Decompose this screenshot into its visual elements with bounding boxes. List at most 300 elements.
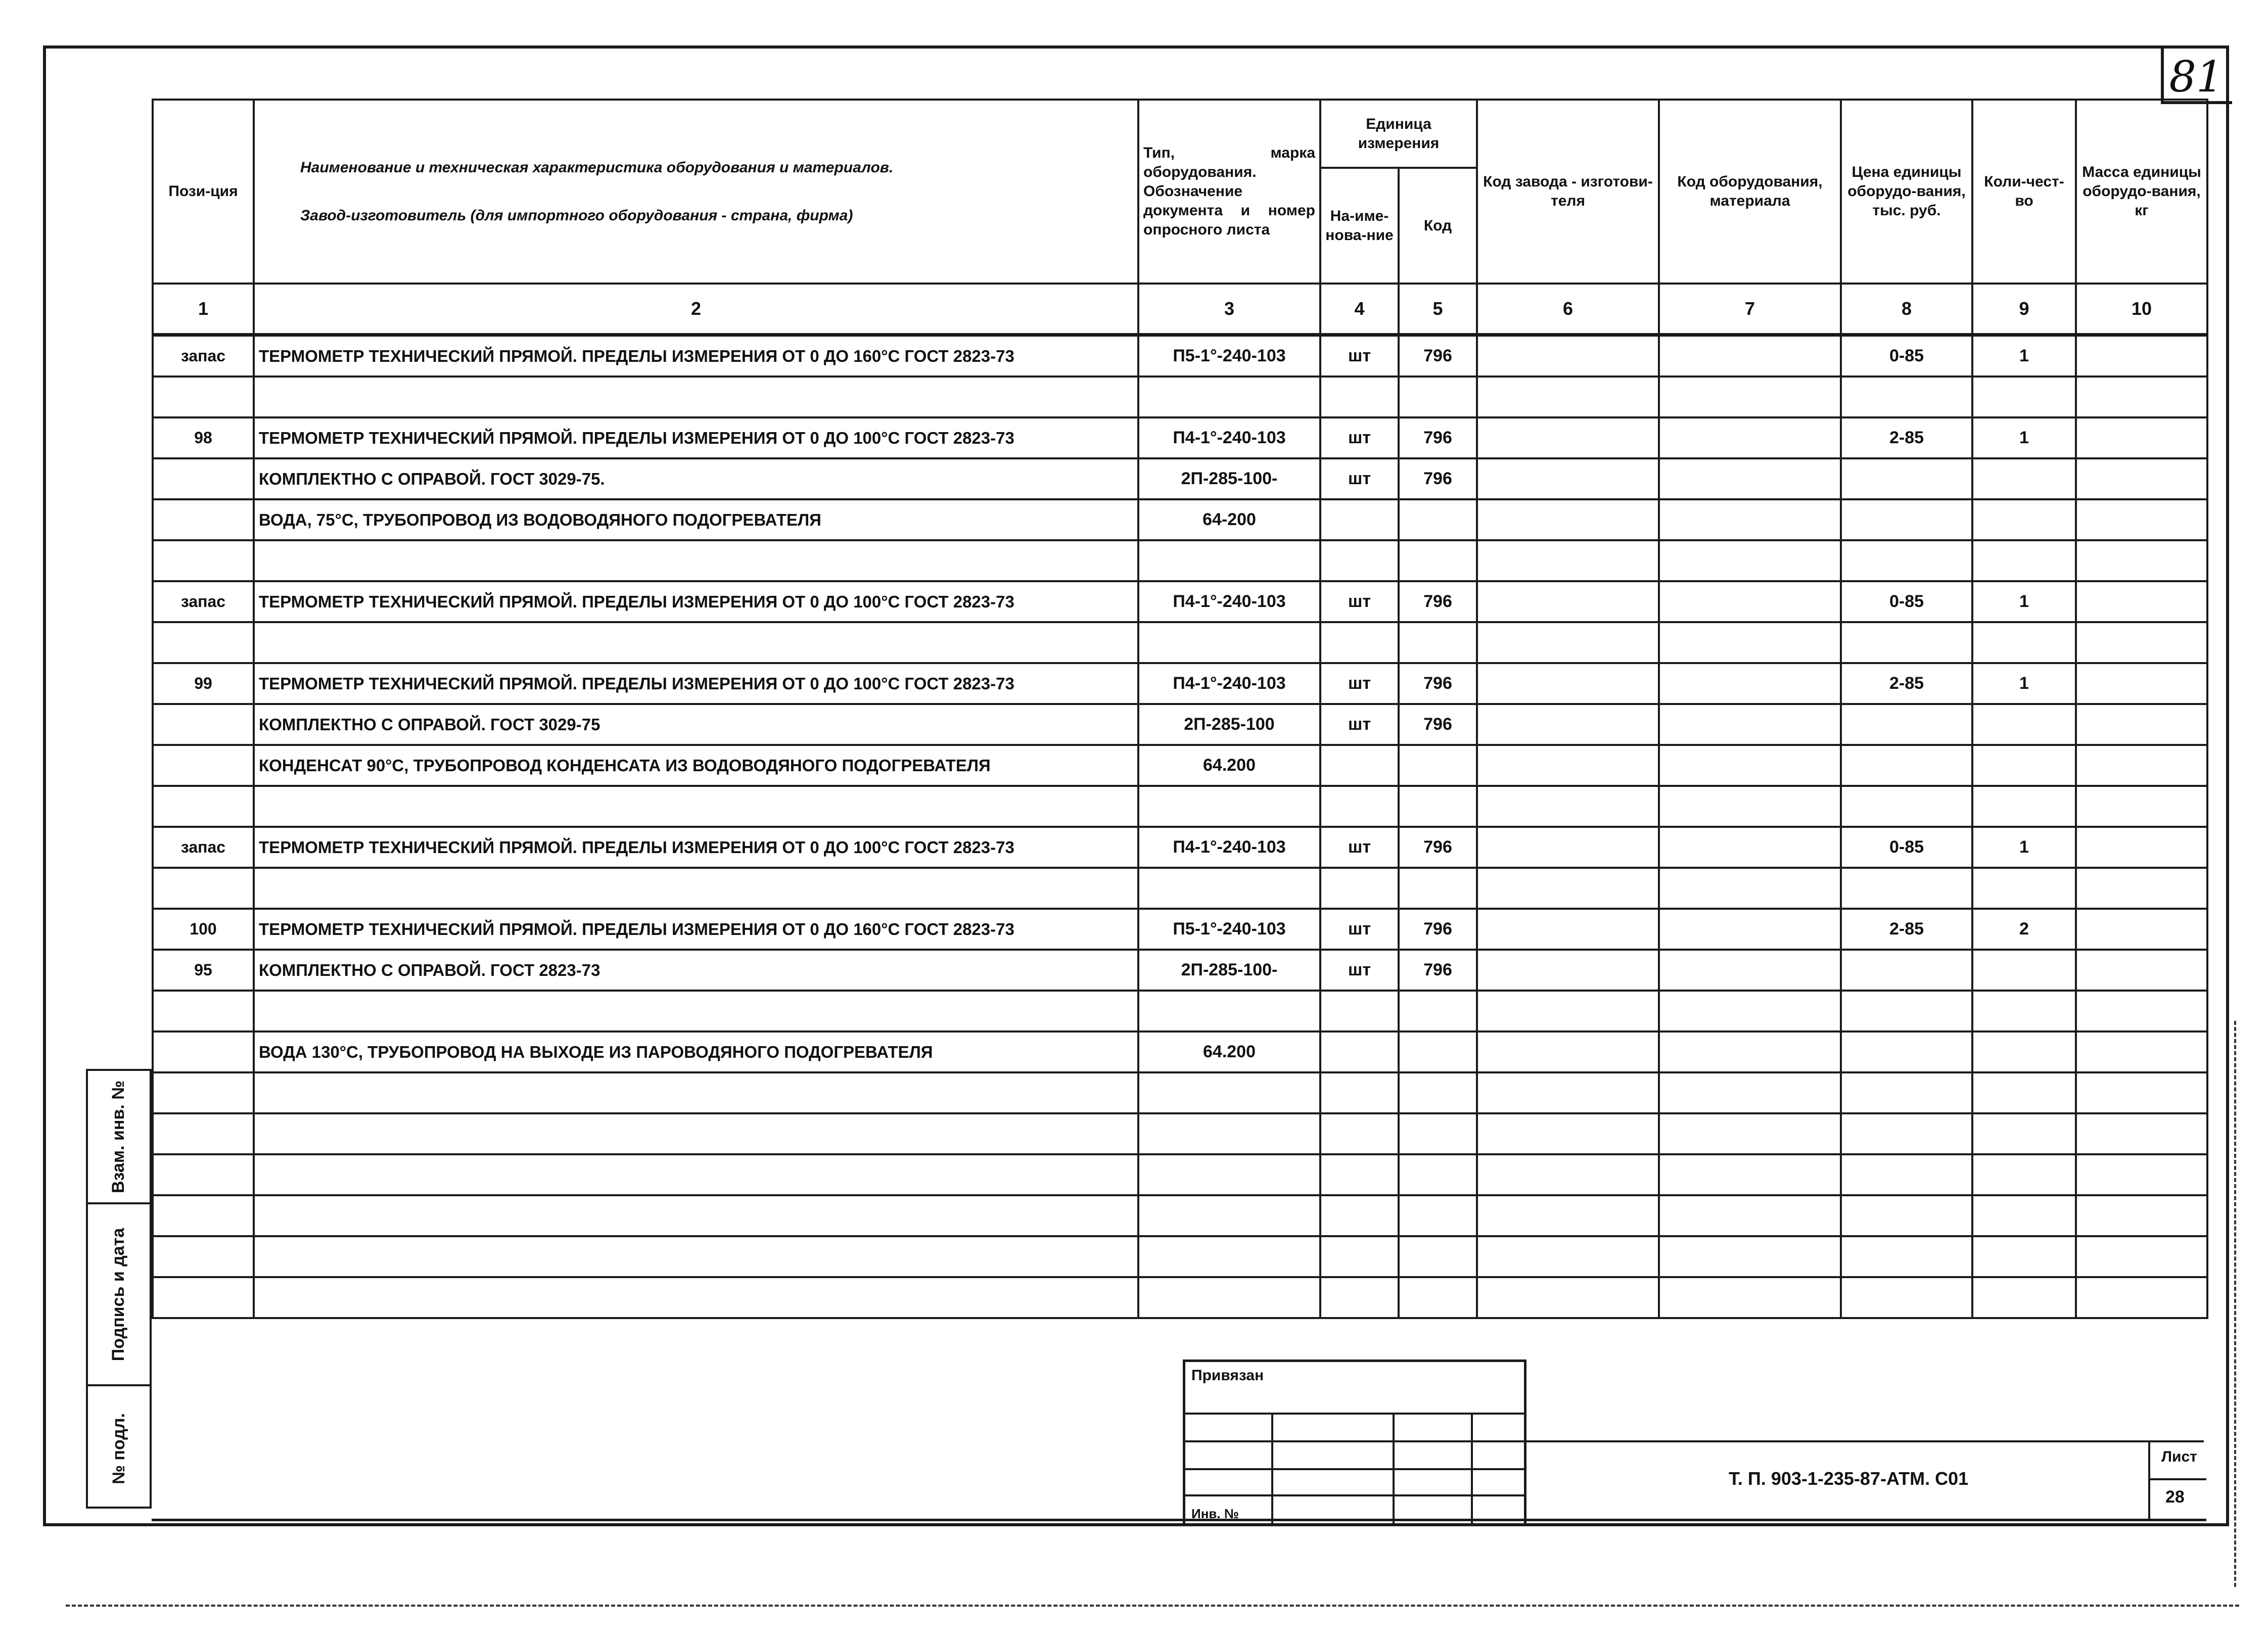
cell-name xyxy=(254,1154,1138,1195)
cell-name: КОМПЛЕКТНО С ОПРАВОЙ. ГОСТ 3029-75. xyxy=(254,458,1138,499)
cell-type xyxy=(1138,1113,1320,1154)
cell-quantity: 1 xyxy=(1972,827,2076,868)
cell-mass xyxy=(2076,663,2207,704)
left-binding-sidebar xyxy=(86,1069,152,1509)
cell-type: 2П-285-100 xyxy=(1138,704,1320,745)
cell-equipment-code xyxy=(1659,581,1841,622)
cell-maker-code xyxy=(1477,1195,1659,1236)
table-row xyxy=(153,1031,2207,1072)
cell-equipment-code xyxy=(1659,663,1841,704)
table-body xyxy=(153,335,2207,1319)
table-row xyxy=(153,1277,2207,1318)
cell-equipment-code xyxy=(1659,1154,1841,1195)
cell-unit-code xyxy=(1399,1195,1477,1236)
sidebar-field-replacement xyxy=(88,1071,150,1202)
column-number: 2 xyxy=(254,284,1138,335)
stamp-line xyxy=(1185,1440,1524,1442)
sidebar-field-original xyxy=(88,1384,150,1511)
cell-name: ТЕРМОМЕТР ТЕХНИЧЕСКИЙ ПРЯМОЙ. ПРЕДЕЛЫ ИЗМЕРЕНИЯ ОТ 0 ДО 100°С ГОСТ 2823-73 xyxy=(254,417,1138,458)
stamp-bottom-label: Инв. № xyxy=(1191,1506,1239,1521)
cell-price xyxy=(1841,991,1972,1031)
cell-price xyxy=(1841,745,1972,786)
cell-mass xyxy=(2076,1195,2207,1236)
cell-mass xyxy=(2076,377,2207,417)
cell-name: ТЕРМОМЕТР ТЕХНИЧЕСКИЙ ПРЯМОЙ. ПРЕДЕЛЫ ИЗМЕРЕНИЯ ОТ 0 ДО 100°С ГОСТ 2823-73 xyxy=(254,663,1138,704)
cell-unit: шт xyxy=(1320,663,1399,704)
cell-quantity xyxy=(1972,377,2076,417)
cell-price xyxy=(1841,1154,1972,1195)
cell-mass xyxy=(2076,1113,2207,1154)
table-row xyxy=(153,622,2207,663)
cell-unit xyxy=(1320,1072,1399,1113)
header-quantity: Коли-чест-во xyxy=(1972,100,2076,284)
column-number: 8 xyxy=(1841,284,1972,335)
cell-name xyxy=(254,1113,1138,1154)
cell-equipment-code xyxy=(1659,499,1841,540)
cell-name xyxy=(254,786,1138,827)
cell-name: ТЕРМОМЕТР ТЕХНИЧЕСКИЙ ПРЯМОЙ. ПРЕДЕЛЫ ИЗМЕРЕНИЯ ОТ 0 ДО 100°С ГОСТ 2823-73 xyxy=(254,827,1138,868)
cell-quantity xyxy=(1972,1031,2076,1072)
column-numbers-row xyxy=(153,284,2207,335)
sheet-number: 28 xyxy=(2165,1487,2185,1507)
cell-position: 98 xyxy=(153,417,254,458)
cell-maker-code xyxy=(1477,1154,1659,1195)
scan-edge-line xyxy=(2234,1021,2236,1587)
cell-equipment-code xyxy=(1659,417,1841,458)
column-number: 4 xyxy=(1320,284,1399,335)
cell-unit-code xyxy=(1399,1277,1477,1318)
cell-name: ВОДА 130°С, ТРУБОПРОВОД НА ВЫХОДЕ ИЗ ПАРОВОДЯНОГО ПОДОГРЕВАТЕЛЯ xyxy=(254,1031,1138,1072)
cell-name: ТЕРМОМЕТР ТЕХНИЧЕСКИЙ ПРЯМОЙ. ПРЕДЕЛЫ ИЗМЕРЕНИЯ ОТ 0 ДО 100°С ГОСТ 2823-73 xyxy=(254,581,1138,622)
sheet-box xyxy=(2148,1440,2206,1521)
cell-type xyxy=(1138,1195,1320,1236)
cell-name xyxy=(254,622,1138,663)
cell-position xyxy=(153,1277,254,1318)
cell-quantity xyxy=(1972,1072,2076,1113)
cell-equipment-code xyxy=(1659,458,1841,499)
cell-position xyxy=(153,458,254,499)
cell-unit-code xyxy=(1399,868,1477,909)
table-row xyxy=(153,704,2207,745)
cell-unit-code xyxy=(1399,377,1477,417)
cell-unit: шт xyxy=(1320,909,1399,950)
cell-unit xyxy=(1320,1031,1399,1072)
cell-maker-code xyxy=(1477,745,1659,786)
cell-position xyxy=(153,540,254,581)
cell-mass xyxy=(2076,1072,2207,1113)
cell-unit: шт xyxy=(1320,950,1399,991)
cell-equipment-code xyxy=(1659,1072,1841,1113)
table-row xyxy=(153,1154,2207,1195)
cell-name: ВОДА, 75°С, ТРУБОПРОВОД ИЗ ВОДОВОДЯНОГО ПОДОГРЕВАТЕЛЯ xyxy=(254,499,1138,540)
column-number: 1 xyxy=(153,284,254,335)
stamp-line xyxy=(1185,1494,1524,1496)
cell-quantity: 1 xyxy=(1972,417,2076,458)
cell-quantity xyxy=(1972,1277,2076,1318)
cell-name xyxy=(254,1072,1138,1113)
cell-quantity xyxy=(1972,1154,2076,1195)
cell-maker-code xyxy=(1477,622,1659,663)
cell-mass xyxy=(2076,581,2207,622)
cell-unit-code xyxy=(1399,1236,1477,1277)
header-maker-code: Код завода - изготови-теля xyxy=(1477,100,1659,284)
cell-position xyxy=(153,499,254,540)
cell-type xyxy=(1138,991,1320,1031)
handwritten-sheet-number: 81 xyxy=(2169,52,2224,102)
cell-price xyxy=(1841,1072,1972,1113)
cell-maker-code xyxy=(1477,1277,1659,1318)
cell-unit xyxy=(1320,499,1399,540)
table-row xyxy=(153,1113,2207,1154)
table-row xyxy=(153,499,2207,540)
cell-mass xyxy=(2076,622,2207,663)
cell-type: 2П-285-100- xyxy=(1138,950,1320,991)
cell-unit: шт xyxy=(1320,704,1399,745)
cell-unit: шт xyxy=(1320,581,1399,622)
table-row xyxy=(153,827,2207,868)
cell-type: П4-1°-240-103 xyxy=(1138,663,1320,704)
cell-price xyxy=(1841,1113,1972,1154)
cell-type: П4-1°-240-103 xyxy=(1138,581,1320,622)
cell-mass xyxy=(2076,909,2207,950)
cell-name xyxy=(254,868,1138,909)
cell-type: П5-1°-240-103 xyxy=(1138,335,1320,377)
cell-type xyxy=(1138,1277,1320,1318)
cell-equipment-code xyxy=(1659,1236,1841,1277)
sheet-separator xyxy=(2150,1478,2206,1480)
cell-unit xyxy=(1320,1113,1399,1154)
cell-mass xyxy=(2076,417,2207,458)
cell-maker-code xyxy=(1477,1113,1659,1154)
cell-type: 64.200 xyxy=(1138,1031,1320,1072)
cell-mass xyxy=(2076,745,2207,786)
cell-unit xyxy=(1320,991,1399,1031)
cell-position: 100 xyxy=(153,909,254,950)
approval-stamp xyxy=(1183,1359,1526,1526)
cell-equipment-code xyxy=(1659,950,1841,991)
cell-quantity xyxy=(1972,1113,2076,1154)
table-row xyxy=(153,991,2207,1031)
column-number: 10 xyxy=(2076,284,2207,335)
header-type: Тип, марка оборудования. Обозначение документа и номер опросного листа xyxy=(1138,100,1320,284)
cell-price xyxy=(1841,868,1972,909)
stamp-line xyxy=(1185,1413,1524,1415)
cell-position xyxy=(153,1154,254,1195)
cell-price: 0-85 xyxy=(1841,827,1972,868)
specification-table xyxy=(152,99,2208,1319)
header-unit-group: Единица измерения xyxy=(1320,100,1477,168)
cell-unit xyxy=(1320,1195,1399,1236)
cell-type xyxy=(1138,377,1320,417)
column-number: 3 xyxy=(1138,284,1320,335)
cell-unit-code: 796 xyxy=(1399,663,1477,704)
header-unit-code: Код xyxy=(1399,168,1477,284)
cell-name: ТЕРМОМЕТР ТЕХНИЧЕСКИЙ ПРЯМОЙ. ПРЕДЕЛЫ ИЗМЕРЕНИЯ ОТ 0 ДО 160°С ГОСТ 2823-73 xyxy=(254,909,1138,950)
cell-type xyxy=(1138,868,1320,909)
cell-unit-code: 796 xyxy=(1399,417,1477,458)
cell-unit-code xyxy=(1399,786,1477,827)
cell-price xyxy=(1841,458,1972,499)
cell-mass xyxy=(2076,335,2207,377)
cell-price xyxy=(1841,1195,1972,1236)
cell-price: 0-85 xyxy=(1841,581,1972,622)
cell-price: 2-85 xyxy=(1841,909,1972,950)
cell-unit xyxy=(1320,622,1399,663)
cell-name: КОНДЕНСАТ 90°С, ТРУБОПРОВОД КОНДЕНСАТА ИЗ ВОДОВОДЯНОГО ПОДОГРЕВАТЕЛЯ xyxy=(254,745,1138,786)
table-row xyxy=(153,335,2207,377)
cell-maker-code xyxy=(1477,827,1659,868)
header-equipment-code: Код оборудования, материала xyxy=(1659,100,1841,284)
cell-maker-code xyxy=(1477,499,1659,540)
cell-type xyxy=(1138,1154,1320,1195)
cell-equipment-code xyxy=(1659,1277,1841,1318)
cell-maker-code xyxy=(1477,950,1659,991)
cell-unit-code xyxy=(1399,1113,1477,1154)
stamp-line xyxy=(1393,1413,1395,1524)
cell-price xyxy=(1841,1277,1972,1318)
stamp-label: Привязан xyxy=(1191,1367,1264,1384)
cell-name xyxy=(254,540,1138,581)
cell-unit-code: 796 xyxy=(1399,950,1477,991)
header-price: Цена единицы оборудо-вания, тыс. руб. xyxy=(1841,100,1972,284)
table-row xyxy=(153,786,2207,827)
cell-equipment-code xyxy=(1659,1031,1841,1072)
cell-maker-code xyxy=(1477,1236,1659,1277)
cell-unit xyxy=(1320,868,1399,909)
cell-price xyxy=(1841,499,1972,540)
cell-maker-code xyxy=(1477,868,1659,909)
cell-mass xyxy=(2076,458,2207,499)
cell-name xyxy=(254,1195,1138,1236)
cell-price xyxy=(1841,786,1972,827)
table-row xyxy=(153,417,2207,458)
cell-equipment-code xyxy=(1659,786,1841,827)
cell-unit-code xyxy=(1399,745,1477,786)
cell-mass xyxy=(2076,704,2207,745)
cell-equipment-code xyxy=(1659,540,1841,581)
cell-type: 2П-285-100- xyxy=(1138,458,1320,499)
cell-position xyxy=(153,622,254,663)
cell-mass xyxy=(2076,1277,2207,1318)
cell-unit-code: 796 xyxy=(1399,909,1477,950)
table-row xyxy=(153,909,2207,950)
cell-mass xyxy=(2076,1236,2207,1277)
stamp-line xyxy=(1185,1468,1524,1470)
cell-equipment-code xyxy=(1659,377,1841,417)
cell-unit xyxy=(1320,1277,1399,1318)
cell-price xyxy=(1841,1031,1972,1072)
cell-price: 0-85 xyxy=(1841,335,1972,377)
cell-maker-code xyxy=(1477,458,1659,499)
cell-quantity xyxy=(1972,499,2076,540)
sidebar-field-replacement-label: Взам. инв. № xyxy=(109,1080,128,1193)
stamp-line xyxy=(1271,1413,1273,1524)
cell-position xyxy=(153,1195,254,1236)
sidebar-field-signature-label: Подпись и дата xyxy=(109,1228,128,1361)
cell-unit: шт xyxy=(1320,458,1399,499)
cell-position xyxy=(153,991,254,1031)
cell-type: П5-1°-240-103 xyxy=(1138,909,1320,950)
table-row xyxy=(153,1195,2207,1236)
cell-mass xyxy=(2076,1031,2207,1072)
table-row xyxy=(153,1072,2207,1113)
cell-mass xyxy=(2076,786,2207,827)
cell-position: 99 xyxy=(153,663,254,704)
cell-type: 64.200 xyxy=(1138,745,1320,786)
column-number: 5 xyxy=(1399,284,1477,335)
cell-type xyxy=(1138,1236,1320,1277)
cell-unit-code xyxy=(1399,499,1477,540)
cell-maker-code xyxy=(1477,663,1659,704)
cell-type: 64-200 xyxy=(1138,499,1320,540)
cell-unit: шт xyxy=(1320,827,1399,868)
cell-equipment-code xyxy=(1659,1113,1841,1154)
cell-price: 2-85 xyxy=(1841,417,1972,458)
table-row xyxy=(153,540,2207,581)
cell-position xyxy=(153,1072,254,1113)
cell-price xyxy=(1841,950,1972,991)
cell-quantity xyxy=(1972,540,2076,581)
table-row xyxy=(153,581,2207,622)
cell-position: запас xyxy=(153,827,254,868)
cell-maker-code xyxy=(1477,377,1659,417)
stamp-line xyxy=(1471,1413,1473,1524)
cell-maker-code xyxy=(1477,991,1659,1031)
cell-equipment-code xyxy=(1659,868,1841,909)
cell-quantity xyxy=(1972,1236,2076,1277)
cell-name xyxy=(254,377,1138,417)
cell-unit-code: 796 xyxy=(1399,458,1477,499)
cell-name: КОМПЛЕКТНО С ОПРАВОЙ. ГОСТ 3029-75 xyxy=(254,704,1138,745)
cell-position: 95 xyxy=(153,950,254,991)
cell-unit xyxy=(1320,1154,1399,1195)
cell-position xyxy=(153,1031,254,1072)
cell-position xyxy=(153,745,254,786)
cell-unit xyxy=(1320,377,1399,417)
cell-unit xyxy=(1320,540,1399,581)
sidebar-field-signature xyxy=(88,1202,150,1384)
cell-price xyxy=(1841,622,1972,663)
cell-type xyxy=(1138,540,1320,581)
cell-maker-code xyxy=(1477,786,1659,827)
cell-quantity xyxy=(1972,950,2076,991)
cell-unit-code xyxy=(1399,991,1477,1031)
cell-type xyxy=(1138,786,1320,827)
cell-unit xyxy=(1320,1236,1399,1277)
cell-quantity xyxy=(1972,704,2076,745)
cell-price xyxy=(1841,704,1972,745)
cell-price xyxy=(1841,1236,1972,1277)
cell-unit-code: 796 xyxy=(1399,581,1477,622)
cell-name xyxy=(254,1277,1138,1318)
bottom-border-line xyxy=(152,1519,2206,1521)
table-row xyxy=(153,868,2207,909)
header-mass: Масса единицы оборудо-вания, кг xyxy=(2076,100,2207,284)
cell-mass xyxy=(2076,827,2207,868)
cell-unit-code xyxy=(1399,622,1477,663)
cell-equipment-code xyxy=(1659,909,1841,950)
cell-name: КОМПЛЕКТНО С ОПРАВОЙ. ГОСТ 2823-73 xyxy=(254,950,1138,991)
table-row xyxy=(153,1236,2207,1277)
cell-maker-code xyxy=(1477,1072,1659,1113)
cell-quantity xyxy=(1972,1195,2076,1236)
document-code: Т. П. 903-1-235-87-АТМ. С01 xyxy=(1729,1468,1969,1489)
cell-name: ТЕРМОМЕТР ТЕХНИЧЕСКИЙ ПРЯМОЙ. ПРЕДЕЛЫ ИЗМЕРЕНИЯ ОТ 0 ДО 160°С ГОСТ 2823-73 xyxy=(254,335,1138,377)
title-block-line xyxy=(1526,1440,2204,1442)
cell-quantity: 1 xyxy=(1972,335,2076,377)
cell-price xyxy=(1841,540,1972,581)
cell-type: П4-1°-240-103 xyxy=(1138,417,1320,458)
cell-position xyxy=(153,868,254,909)
header-name-line2: Завод-изготовитель (для импортного оборудования - страна, фирма) xyxy=(300,207,853,224)
header-name xyxy=(254,100,1138,284)
cell-name xyxy=(254,991,1138,1031)
cell-unit-code: 796 xyxy=(1399,827,1477,868)
header-position: Пози-ция xyxy=(153,100,254,284)
cell-type: П4-1°-240-103 xyxy=(1138,827,1320,868)
cell-quantity xyxy=(1972,868,2076,909)
cell-maker-code xyxy=(1477,581,1659,622)
cell-position: запас xyxy=(153,335,254,377)
cell-position xyxy=(153,786,254,827)
cell-unit-code xyxy=(1399,1154,1477,1195)
cell-unit: шт xyxy=(1320,417,1399,458)
header-name-line1: Наименование и техническая характеристика оборудования и материалов. xyxy=(300,159,894,176)
cell-quantity xyxy=(1972,745,2076,786)
cell-unit-code: 796 xyxy=(1399,335,1477,377)
cell-position xyxy=(153,704,254,745)
cell-position xyxy=(153,377,254,417)
cell-position xyxy=(153,1113,254,1154)
table-row xyxy=(153,458,2207,499)
cell-quantity xyxy=(1972,458,2076,499)
cell-equipment-code xyxy=(1659,622,1841,663)
cell-quantity xyxy=(1972,991,2076,1031)
sheet-label: Лист xyxy=(2161,1448,2197,1465)
cell-position xyxy=(153,1236,254,1277)
cell-unit-code xyxy=(1399,1072,1477,1113)
cell-quantity: 1 xyxy=(1972,663,2076,704)
cell-maker-code xyxy=(1477,1031,1659,1072)
cell-mass xyxy=(2076,991,2207,1031)
scan-edge-line xyxy=(66,1605,2239,1607)
cell-type xyxy=(1138,1072,1320,1113)
cell-type xyxy=(1138,622,1320,663)
cell-maker-code xyxy=(1477,417,1659,458)
cell-maker-code xyxy=(1477,704,1659,745)
cell-mass xyxy=(2076,868,2207,909)
cell-quantity xyxy=(1972,786,2076,827)
cell-maker-code xyxy=(1477,540,1659,581)
sidebar-field-original-label: № подл. xyxy=(109,1413,128,1484)
cell-name xyxy=(254,1236,1138,1277)
column-number: 9 xyxy=(1972,284,2076,335)
column-number: 7 xyxy=(1659,284,1841,335)
cell-price: 2-85 xyxy=(1841,663,1972,704)
cell-equipment-code xyxy=(1659,1195,1841,1236)
cell-mass xyxy=(2076,950,2207,991)
cell-equipment-code xyxy=(1659,827,1841,868)
cell-equipment-code xyxy=(1659,704,1841,745)
table-row xyxy=(153,745,2207,786)
table-row xyxy=(153,663,2207,704)
header-unit-name: На-име-нова-ние xyxy=(1320,168,1399,284)
cell-unit-code xyxy=(1399,540,1477,581)
column-number: 6 xyxy=(1477,284,1659,335)
cell-unit xyxy=(1320,745,1399,786)
cell-unit-code: 796 xyxy=(1399,704,1477,745)
cell-unit: шт xyxy=(1320,335,1399,377)
